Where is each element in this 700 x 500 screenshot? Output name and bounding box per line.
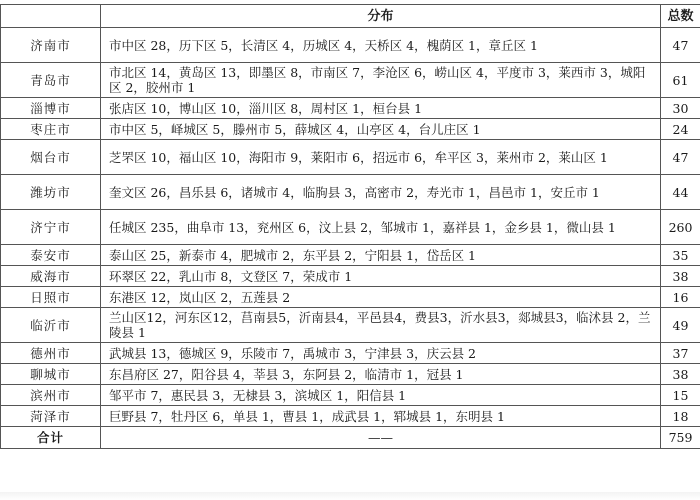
table-row <box>1 364 700 385</box>
page-bottom-edge <box>0 492 700 500</box>
distribution-cell: 张店区 10，博山区 10，淄川区 8，周村区 1，桓台县 1 <box>101 98 661 119</box>
city-cell: 潍坊市 <box>1 175 101 210</box>
table-row <box>1 308 700 343</box>
distribution-cell: 东港区 12，岚山区 2，五莲县 2 <box>101 287 661 308</box>
table-row <box>1 266 700 287</box>
table-row <box>1 343 700 364</box>
city-cell: 淄博市 <box>1 98 101 119</box>
distribution-cell: 邹平市 7，惠民县 3，无棣县 3，滨城区 1，阳信县 1 <box>101 385 661 406</box>
distribution-cell: 任城区 235，曲阜市 13，兖州区 6，汶上县 2，邹城市 1，嘉祥县 1，金乡县 1，微山县 1 <box>101 210 661 245</box>
city-cell: 临沂市 <box>1 308 101 343</box>
distribution-cell: 环翠区 22，乳山市 8，文登区 7，荣成市 1 <box>101 266 661 287</box>
grand-total: 759 <box>661 427 700 449</box>
city-cell: 枣庄市 <box>1 119 101 140</box>
total-label: 合计 <box>1 427 101 449</box>
distribution-cell: 奎文区 26，昌乐县 6，诸城市 4，临朐县 3，高密市 2，寿光市 1，昌邑市 1，安丘市 1 <box>101 175 661 210</box>
city-cell: 菏泽市 <box>1 406 101 427</box>
city-cell: 青岛市 <box>1 63 101 98</box>
total-cell: 30 <box>661 98 700 119</box>
distribution-cell: 兰山区12，河东区12，莒南县5，沂南县4，平邑县4，费县3，沂水县3，郯城县3，临沭县 2，兰陵县 1 <box>101 308 661 343</box>
total-cell: 47 <box>661 140 700 175</box>
table-row <box>1 385 700 406</box>
header-row <box>1 5 700 28</box>
distribution-cell: 市中区 28，历下区 5，长清区 4，历城区 4，天桥区 4，槐荫区 1，章丘区 1 <box>101 28 661 63</box>
header-city <box>1 5 101 28</box>
distribution-cell: 武城县 13，德城区 9，乐陵市 7，禹城市 3，宁津县 3，庆云县 2 <box>101 343 661 364</box>
city-cell: 滨州市 <box>1 385 101 406</box>
total-cell: 47 <box>661 28 700 63</box>
table-row <box>1 245 700 266</box>
total-cell: 35 <box>661 245 700 266</box>
total-cell: 260 <box>661 210 700 245</box>
table-row <box>1 406 700 427</box>
total-cell: 38 <box>661 266 700 287</box>
distribution-cell: 巨野县 7，牡丹区 6，单县 1，曹县 1，成武县 1，郓城县 1，东明县 1 <box>101 406 661 427</box>
distribution-cell: 东昌府区 27，阳谷县 4，莘县 3，东阿县 2，临清市 1，冠县 1 <box>101 364 661 385</box>
total-cell: 49 <box>661 308 700 343</box>
header-total: 总数 <box>661 5 700 28</box>
distribution-cell: 泰山区 25，新泰市 4，肥城市 2，东平县 2，宁阳县 1，岱岳区 1 <box>101 245 661 266</box>
total-cell: 61 <box>661 63 700 98</box>
city-cell: 德州市 <box>1 343 101 364</box>
city-cell: 烟台市 <box>1 140 101 175</box>
header-distribution: 分布 <box>101 5 661 28</box>
total-cell: 18 <box>661 406 700 427</box>
city-cell: 日照市 <box>1 287 101 308</box>
total-distribution: —— <box>101 427 661 449</box>
city-cell: 济南市 <box>1 28 101 63</box>
table-row <box>1 63 700 98</box>
total-cell: 16 <box>661 287 700 308</box>
distribution-cell: 市北区 14，黄岛区 13，即墨区 8，市南区 7，李沧区 6，崂山区 4，平度市 3，莱西市 3，城阳区 2，胶州市 1 <box>101 63 661 98</box>
total-cell: 38 <box>661 364 700 385</box>
total-cell: 37 <box>661 343 700 364</box>
table-row <box>1 140 700 175</box>
table-row <box>1 28 700 63</box>
table-row <box>1 119 700 140</box>
total-row <box>1 427 700 449</box>
city-cell: 聊城市 <box>1 364 101 385</box>
distribution-table <box>0 4 700 449</box>
total-cell: 24 <box>661 119 700 140</box>
table-row <box>1 98 700 119</box>
table-row <box>1 210 700 245</box>
distribution-cell: 芝罘区 10，福山区 10，海阳市 9，莱阳市 6，招远市 6，牟平区 3，莱州市 2，莱山区 1 <box>101 140 661 175</box>
distribution-cell: 市中区 5，峄城区 5，滕州市 5，薛城区 4，山亭区 4，台儿庄区 1 <box>101 119 661 140</box>
city-cell: 威海市 <box>1 266 101 287</box>
total-cell: 44 <box>661 175 700 210</box>
table-row <box>1 175 700 210</box>
city-cell: 泰安市 <box>1 245 101 266</box>
city-cell: 济宁市 <box>1 210 101 245</box>
table-row <box>1 287 700 308</box>
total-cell: 15 <box>661 385 700 406</box>
